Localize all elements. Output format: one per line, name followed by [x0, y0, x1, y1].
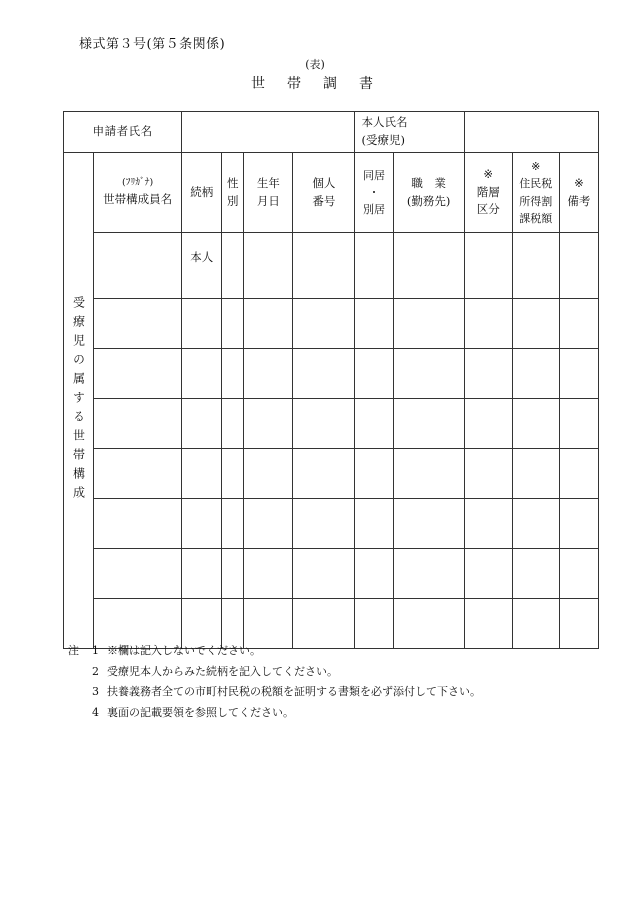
note-item — [68, 662, 481, 683]
relation-cell[interactable] — [182, 449, 222, 499]
table-row — [64, 299, 599, 349]
my-number-cell[interactable] — [293, 299, 355, 349]
header-tax-mark: ※ — [531, 160, 541, 174]
remarks-cell — [559, 233, 598, 299]
occupation-cell[interactable] — [393, 233, 464, 299]
birthdate-cell[interactable] — [244, 499, 293, 549]
header-remarks-mark: ※ — [574, 175, 584, 190]
cohabitation-cell[interactable] — [355, 233, 393, 299]
note-number: 4 — [92, 705, 99, 719]
relation-cell[interactable] — [182, 549, 222, 599]
header-my-number-1: 個人 — [312, 175, 336, 190]
header-sex-2: 別 — [227, 193, 239, 208]
member-name-cell[interactable] — [94, 349, 182, 399]
member-name-cell[interactable] — [94, 299, 182, 349]
table-row — [64, 349, 599, 399]
header-tier — [464, 153, 512, 233]
remarks-cell — [559, 349, 598, 399]
sex-cell[interactable] — [222, 349, 244, 399]
member-name-cell[interactable] — [94, 499, 182, 549]
applicant-name-label: 申請者氏名 — [64, 112, 182, 153]
notes-prefix: 注 — [68, 644, 79, 657]
table-row — [64, 499, 599, 549]
resident-tax-cell — [512, 299, 559, 349]
header-tier-2: 階層 — [476, 184, 500, 199]
sex-cell[interactable] — [222, 299, 244, 349]
table-row — [64, 549, 599, 599]
header-cohabitation-1: 同居 — [363, 168, 386, 182]
table-row — [64, 449, 599, 499]
header-tax-3: 所得割 — [519, 194, 553, 208]
remarks-cell — [559, 549, 598, 599]
member-name-cell[interactable] — [94, 449, 182, 499]
tier-cell — [464, 499, 512, 549]
resident-tax-cell — [512, 349, 559, 399]
side-label: 受療児の属する世帯構成 — [71, 296, 86, 505]
note-item — [68, 703, 481, 724]
remarks-cell — [559, 449, 598, 499]
cohabitation-cell[interactable] — [355, 349, 393, 399]
my-number-cell[interactable] — [293, 549, 355, 599]
header-member-name-text: 世帯構成員名 — [103, 191, 173, 206]
member-name-cell[interactable] — [94, 549, 182, 599]
header-occupation-2: (勤務先) — [406, 193, 451, 208]
notes-section — [68, 641, 481, 723]
remarks-cell — [559, 599, 598, 649]
occupation-cell[interactable] — [393, 399, 464, 449]
my-number-cell[interactable] — [293, 499, 355, 549]
cohabitation-cell[interactable] — [355, 299, 393, 349]
tier-cell — [464, 233, 512, 299]
note-text: 裏面の記載要領を参照してください。 — [107, 705, 294, 719]
birthdate-cell[interactable] — [244, 549, 293, 599]
header-remarks-2: 備考 — [567, 193, 591, 208]
child-name-field[interactable] — [464, 112, 598, 153]
member-name-cell[interactable] — [94, 399, 182, 449]
occupation-cell[interactable] — [393, 499, 464, 549]
cohabitation-cell[interactable] — [355, 449, 393, 499]
form-number: 様式第３号(第５条関係) — [79, 37, 226, 52]
cohabitation-cell[interactable] — [355, 549, 393, 599]
occupation-cell[interactable] — [393, 549, 464, 599]
note-number: 1 — [92, 644, 99, 657]
header-birthdate-2: 月日 — [256, 193, 280, 208]
remarks-cell — [559, 399, 598, 449]
birthdate-cell[interactable] — [244, 449, 293, 499]
note-item — [68, 682, 481, 703]
birthdate-cell[interactable] — [244, 349, 293, 399]
sex-cell[interactable] — [222, 449, 244, 499]
header-member-name — [94, 153, 182, 233]
side-indicator: (表) — [305, 58, 325, 71]
remarks-cell — [559, 499, 598, 549]
header-sex-1: 性 — [227, 175, 239, 190]
occupation-cell[interactable] — [393, 299, 464, 349]
cohabitation-cell[interactable] — [355, 499, 393, 549]
header-sex — [222, 153, 244, 233]
resident-tax-cell — [512, 233, 559, 299]
tier-cell — [464, 299, 512, 349]
member-name-cell[interactable] — [94, 233, 182, 299]
household-table — [63, 111, 599, 649]
header-tax-4: 課税額 — [519, 211, 553, 225]
applicant-row — [64, 112, 599, 153]
note-text: 受療児本人からみた続柄を記入してください。 — [107, 664, 338, 678]
sex-cell[interactable] — [222, 549, 244, 599]
header-my-number-2: 番号 — [312, 193, 336, 208]
tier-cell — [464, 449, 512, 499]
occupation-cell[interactable] — [393, 449, 464, 499]
my-number-cell[interactable] — [293, 233, 355, 299]
header-tier-mark: ※ — [483, 166, 494, 181]
child-name-label-line2: (受療児) — [361, 133, 405, 147]
header-remarks — [559, 153, 598, 233]
birthdate-cell[interactable] — [244, 399, 293, 449]
relation-cell[interactable] — [182, 299, 222, 349]
header-birthdate — [244, 153, 293, 233]
header-cohabitation — [355, 153, 393, 233]
note-number: 2 — [92, 664, 99, 678]
note-text: 扶養義務者全ての市町村民税の税額を証明する書類を必ず添付して下さい。 — [107, 685, 481, 698]
note-number: 3 — [92, 685, 99, 698]
sex-cell[interactable] — [222, 233, 244, 299]
my-number-cell[interactable] — [293, 349, 355, 399]
table-row — [64, 233, 599, 299]
tier-cell — [464, 349, 512, 399]
header-occupation-1: 職 業 — [411, 175, 446, 190]
child-name-label — [355, 112, 464, 153]
note-text: ※欄は記入しないでください。 — [107, 644, 261, 657]
applicant-name-field[interactable] — [182, 112, 355, 153]
resident-tax-cell — [512, 499, 559, 549]
header-furigana: (ﾌﾘｶﾞﾅ) — [122, 177, 154, 189]
header-resident-tax — [512, 153, 559, 233]
header-tier-3: 区分 — [476, 202, 500, 217]
header-birthdate-1: 生年 — [256, 175, 280, 190]
resident-tax-cell — [512, 549, 559, 599]
sex-cell[interactable] — [222, 399, 244, 449]
birthdate-cell[interactable] — [244, 233, 293, 299]
my-number-cell[interactable] — [293, 449, 355, 499]
resident-tax-cell — [512, 599, 559, 649]
relation-cell[interactable] — [182, 399, 222, 449]
remarks-cell — [559, 299, 598, 349]
relation-cell[interactable]: 本人 — [182, 233, 222, 299]
side-label-cell — [64, 153, 94, 649]
birthdate-cell[interactable] — [244, 299, 293, 349]
header-my-number — [293, 153, 355, 233]
column-header-row — [64, 153, 599, 233]
header-cohabitation-3: 別居 — [363, 203, 386, 217]
occupation-cell[interactable] — [393, 349, 464, 399]
note-item — [68, 641, 481, 662]
sex-cell[interactable] — [222, 499, 244, 549]
resident-tax-cell — [512, 449, 559, 499]
header-relation: 続柄 — [182, 153, 222, 233]
document-title: 世帯調書 — [251, 76, 395, 92]
table-row — [64, 399, 599, 449]
relation-cell[interactable] — [182, 499, 222, 549]
cohabitation-cell[interactable] — [355, 399, 393, 449]
header-cohabitation-2: ・ — [368, 185, 380, 199]
tier-cell — [464, 399, 512, 449]
my-number-cell[interactable] — [293, 399, 355, 449]
resident-tax-cell — [512, 399, 559, 449]
relation-cell[interactable] — [182, 349, 222, 399]
tier-cell — [464, 549, 512, 599]
header-tax-2: 住民税 — [519, 177, 553, 191]
header-occupation — [393, 153, 464, 233]
child-name-label-line1: 本人氏名 — [361, 115, 408, 130]
